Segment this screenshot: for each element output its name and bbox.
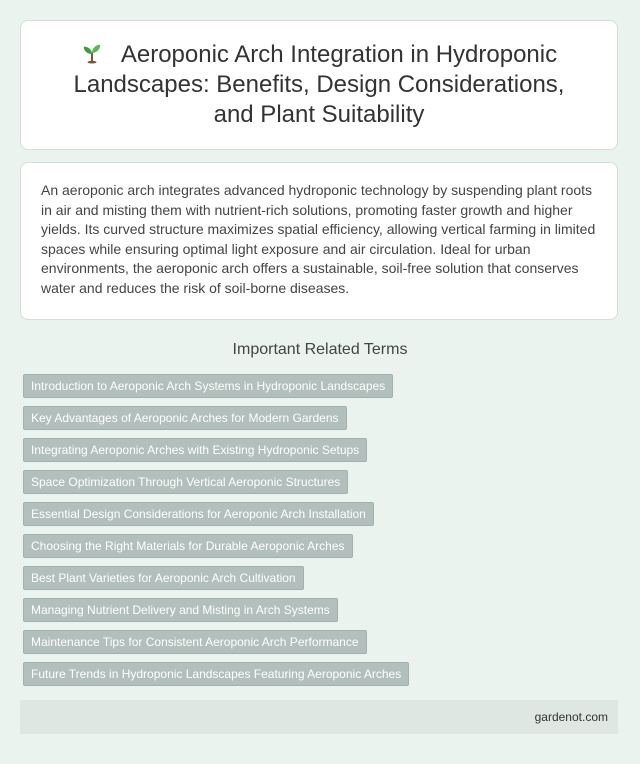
related-term-link[interactable]: Space Optimization Through Vertical Aeroponic Structures: [23, 470, 348, 494]
description-card: [20, 162, 618, 320]
related-term-link[interactable]: Best Plant Varieties for Aeroponic Arch Cultivation: [23, 566, 304, 590]
related-term-link[interactable]: Key Advantages of Aeroponic Arches for Modern Gardens: [23, 406, 347, 430]
related-term-link[interactable]: Maintenance Tips for Consistent Aeroponic Arch Performance: [23, 630, 367, 654]
related-term-link[interactable]: Introduction to Aeroponic Arch Systems in Hydroponic Landscapes: [23, 374, 393, 398]
related-terms-heading: Important Related Terms: [232, 341, 408, 358]
title-card: [20, 20, 618, 150]
page-title-wrapper: [21, 40, 617, 130]
related-term-link[interactable]: Managing Nutrient Delivery and Misting in Arch Systems: [23, 598, 338, 622]
sprout-icon: [81, 42, 103, 64]
description-text: An aeroponic arch integrates advanced hydroponic technology by suspending plant roots in air and misting them with nutrient-rich solutions, promoting faster growth and higher yields. Its curved structure maximizes spatial efficiency, allowing vertical farming in limited spaces while ensuring optimal light exposure and air circulation. Ideal for urban environments, the aeroponic arch offers a sustainable, soil-free solution that conserves water and reduces the risk of soil-borne diseases.: [41, 182, 596, 296]
related-term-link[interactable]: Future Trends in Hydroponic Landscapes Featuring Aeroponic Arches: [23, 662, 409, 686]
related-term-link[interactable]: Essential Design Considerations for Aeroponic Arch Installation: [23, 502, 374, 526]
footer: [20, 700, 618, 734]
page-title: Aeroponic Arch Integration in Hydroponic Landscapes: Benefits, Design Considerations, and Plant Suitability: [73, 41, 565, 128]
related-term-link[interactable]: Integrating Aeroponic Arches with Existing Hydroponic Setups: [23, 438, 367, 462]
related-terms-list: [23, 374, 603, 694]
footer-site-link[interactable]: gardenot.com: [534, 710, 608, 724]
related-term-link[interactable]: Choosing the Right Materials for Durable Aeroponic Arches: [23, 534, 353, 558]
